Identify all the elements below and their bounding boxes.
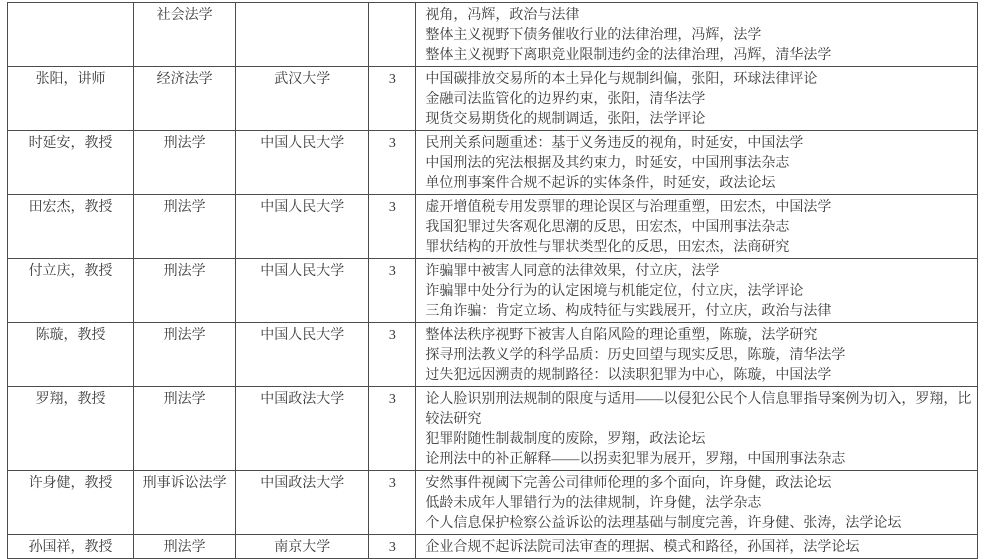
table-row — [8, 387, 978, 471]
university-cell — [236, 3, 369, 67]
count-cell: 3 — [369, 67, 416, 131]
publications-cell — [416, 471, 978, 535]
publications-cell — [416, 323, 978, 387]
publication-entry: 视角，冯辉，政治与法律 — [425, 8, 580, 23]
university-cell: 南京大学 — [236, 535, 369, 559]
university-cell: 中国政法大学 — [236, 387, 369, 471]
publication-entry: 单位刑事案件合规不起诉的实体条件，时延安，政法论坛 — [425, 176, 776, 191]
count-cell: 3 — [369, 323, 416, 387]
publication-entry: 企业合规不起诉法院司法审查的理据、模式和路径，孙国祥，法学论坛 — [425, 540, 860, 555]
table-row — [8, 195, 978, 259]
count-cell: 3 — [369, 131, 416, 195]
name-cell: 田宏杰，教授 — [8, 195, 134, 259]
university-cell: 武汉大学 — [236, 67, 369, 131]
university-cell: 中国人民大学 — [236, 323, 369, 387]
field-cell: 刑法学 — [134, 387, 236, 471]
table-row — [8, 471, 978, 535]
count-cell — [369, 3, 416, 67]
publications-cell — [416, 67, 978, 131]
publications-cell — [416, 195, 978, 259]
name-cell: 张阳，讲师 — [8, 67, 134, 131]
publication-entry: 整体法秩序视野下被害人自陷风险的理论重塑，陈璇，法学研究 — [425, 328, 818, 343]
publication-entry: 整体主义视野下离职竞业限制违约金的法律治理，冯辉，清华法学 — [425, 48, 832, 63]
publication-entry: 论刑法中的补正解释——以拐卖犯罪为展开，罗翔，中国刑事法杂志 — [425, 452, 846, 467]
field-cell: 经济法学 — [134, 67, 236, 131]
table-row — [8, 259, 978, 323]
name-cell: 许身健，教授 — [8, 471, 134, 535]
table-row — [8, 3, 978, 67]
publications-cell — [416, 387, 978, 471]
publications-cell — [416, 259, 978, 323]
table-row — [8, 535, 978, 559]
university-cell: 中国政法大学 — [236, 471, 369, 535]
publication-entry: 论人脸识别刑法规制的限度与适用——以侵犯公民个人信息罪指导案例为切入，罗翔，比较法研究 — [425, 392, 972, 427]
name-cell — [8, 3, 134, 67]
publications-cell — [416, 3, 978, 67]
faculty-publications-table — [7, 2, 978, 559]
field-cell: 刑法学 — [134, 259, 236, 323]
count-cell: 3 — [369, 471, 416, 535]
publication-entry: 诈骗罪中被害人同意的法律效果，付立庆，法学 — [425, 264, 720, 279]
field-cell: 刑事诉讼法学 — [134, 471, 236, 535]
count-cell: 3 — [369, 195, 416, 259]
field-cell: 刑法学 — [134, 535, 236, 559]
name-cell: 罗翔，教授 — [8, 387, 134, 471]
table-row — [8, 323, 978, 387]
publication-entry: 虚开增值税专用发票罪的理论误区与治理重塑，田宏杰，中国法学 — [425, 200, 832, 215]
publication-entry: 现货交易期货化的规制调适，张阳，法学评论 — [425, 112, 706, 127]
table-row — [8, 131, 978, 195]
name-cell: 时延安，教授 — [8, 131, 134, 195]
publication-entry: 民刑关系问题重述：基于义务违反的视角，时延安，中国法学 — [425, 136, 804, 151]
publications-cell — [416, 535, 978, 559]
publication-entry: 犯罪附随性制裁制度的废除，罗翔，政法论坛 — [425, 432, 706, 447]
name-cell: 孙国祥，教授 — [8, 535, 134, 559]
university-cell: 中国人民大学 — [236, 195, 369, 259]
publication-entry: 中国碳排放交易所的本土异化与规制纠偏，张阳，环球法律评论 — [425, 72, 818, 87]
university-cell: 中国人民大学 — [236, 131, 369, 195]
publication-entry: 整体主义视野下债务催收行业的法律治理，冯辉，法学 — [425, 28, 762, 43]
publication-entry: 我国犯罪过失客观化思潮的反思，田宏杰，中国刑事法杂志 — [425, 220, 790, 235]
field-cell: 刑法学 — [134, 195, 236, 259]
count-cell: 3 — [369, 387, 416, 471]
field-cell: 刑法学 — [134, 323, 236, 387]
name-cell: 陈璇，教授 — [8, 323, 134, 387]
publication-entry: 个人信息保护检察公益诉讼的法理基础与制度完善，许身健、张涛，法学论坛 — [425, 516, 902, 531]
publication-entry: 探寻刑法教义学的科学品质：历史回望与现实反思，陈璇，清华法学 — [425, 348, 846, 363]
table-row — [8, 67, 978, 131]
field-cell: 刑法学 — [134, 131, 236, 195]
document-page — [7, 2, 978, 559]
publications-cell — [416, 131, 978, 195]
table-body — [8, 3, 978, 559]
publication-entry: 三角诈骗：肯定立场、构成特征与实践展开，付立庆，政治与法律 — [425, 304, 832, 319]
field-cell: 社会法学 — [134, 3, 236, 67]
count-cell: 3 — [369, 259, 416, 323]
name-cell: 付立庆，教授 — [8, 259, 134, 323]
publication-entry: 安然事件视阈下完善公司律师伦理的多个面向，许身健，政法论坛 — [425, 476, 832, 491]
publication-entry: 罪状结构的开放性与罪状类型化的反思，田宏杰，法商研究 — [425, 240, 790, 255]
publication-entry: 金融司法监管化的边界约束，张阳，清华法学 — [425, 92, 706, 107]
count-cell: 3 — [369, 535, 416, 559]
publication-entry: 低龄未成年人罪错行为的法律规制，许身健，法学杂志 — [425, 496, 762, 511]
publication-entry: 诈骗罪中处分行为的认定困境与机能定位，付立庆，法学评论 — [425, 284, 804, 299]
university-cell: 中国人民大学 — [236, 259, 369, 323]
publication-entry: 中国刑法的宪法根据及其约束力，时延安，中国刑事法杂志 — [425, 156, 790, 171]
publication-entry: 过失犯远因溯责的规制路径：以渎职犯罪为中心，陈璇，中国法学 — [425, 368, 832, 383]
